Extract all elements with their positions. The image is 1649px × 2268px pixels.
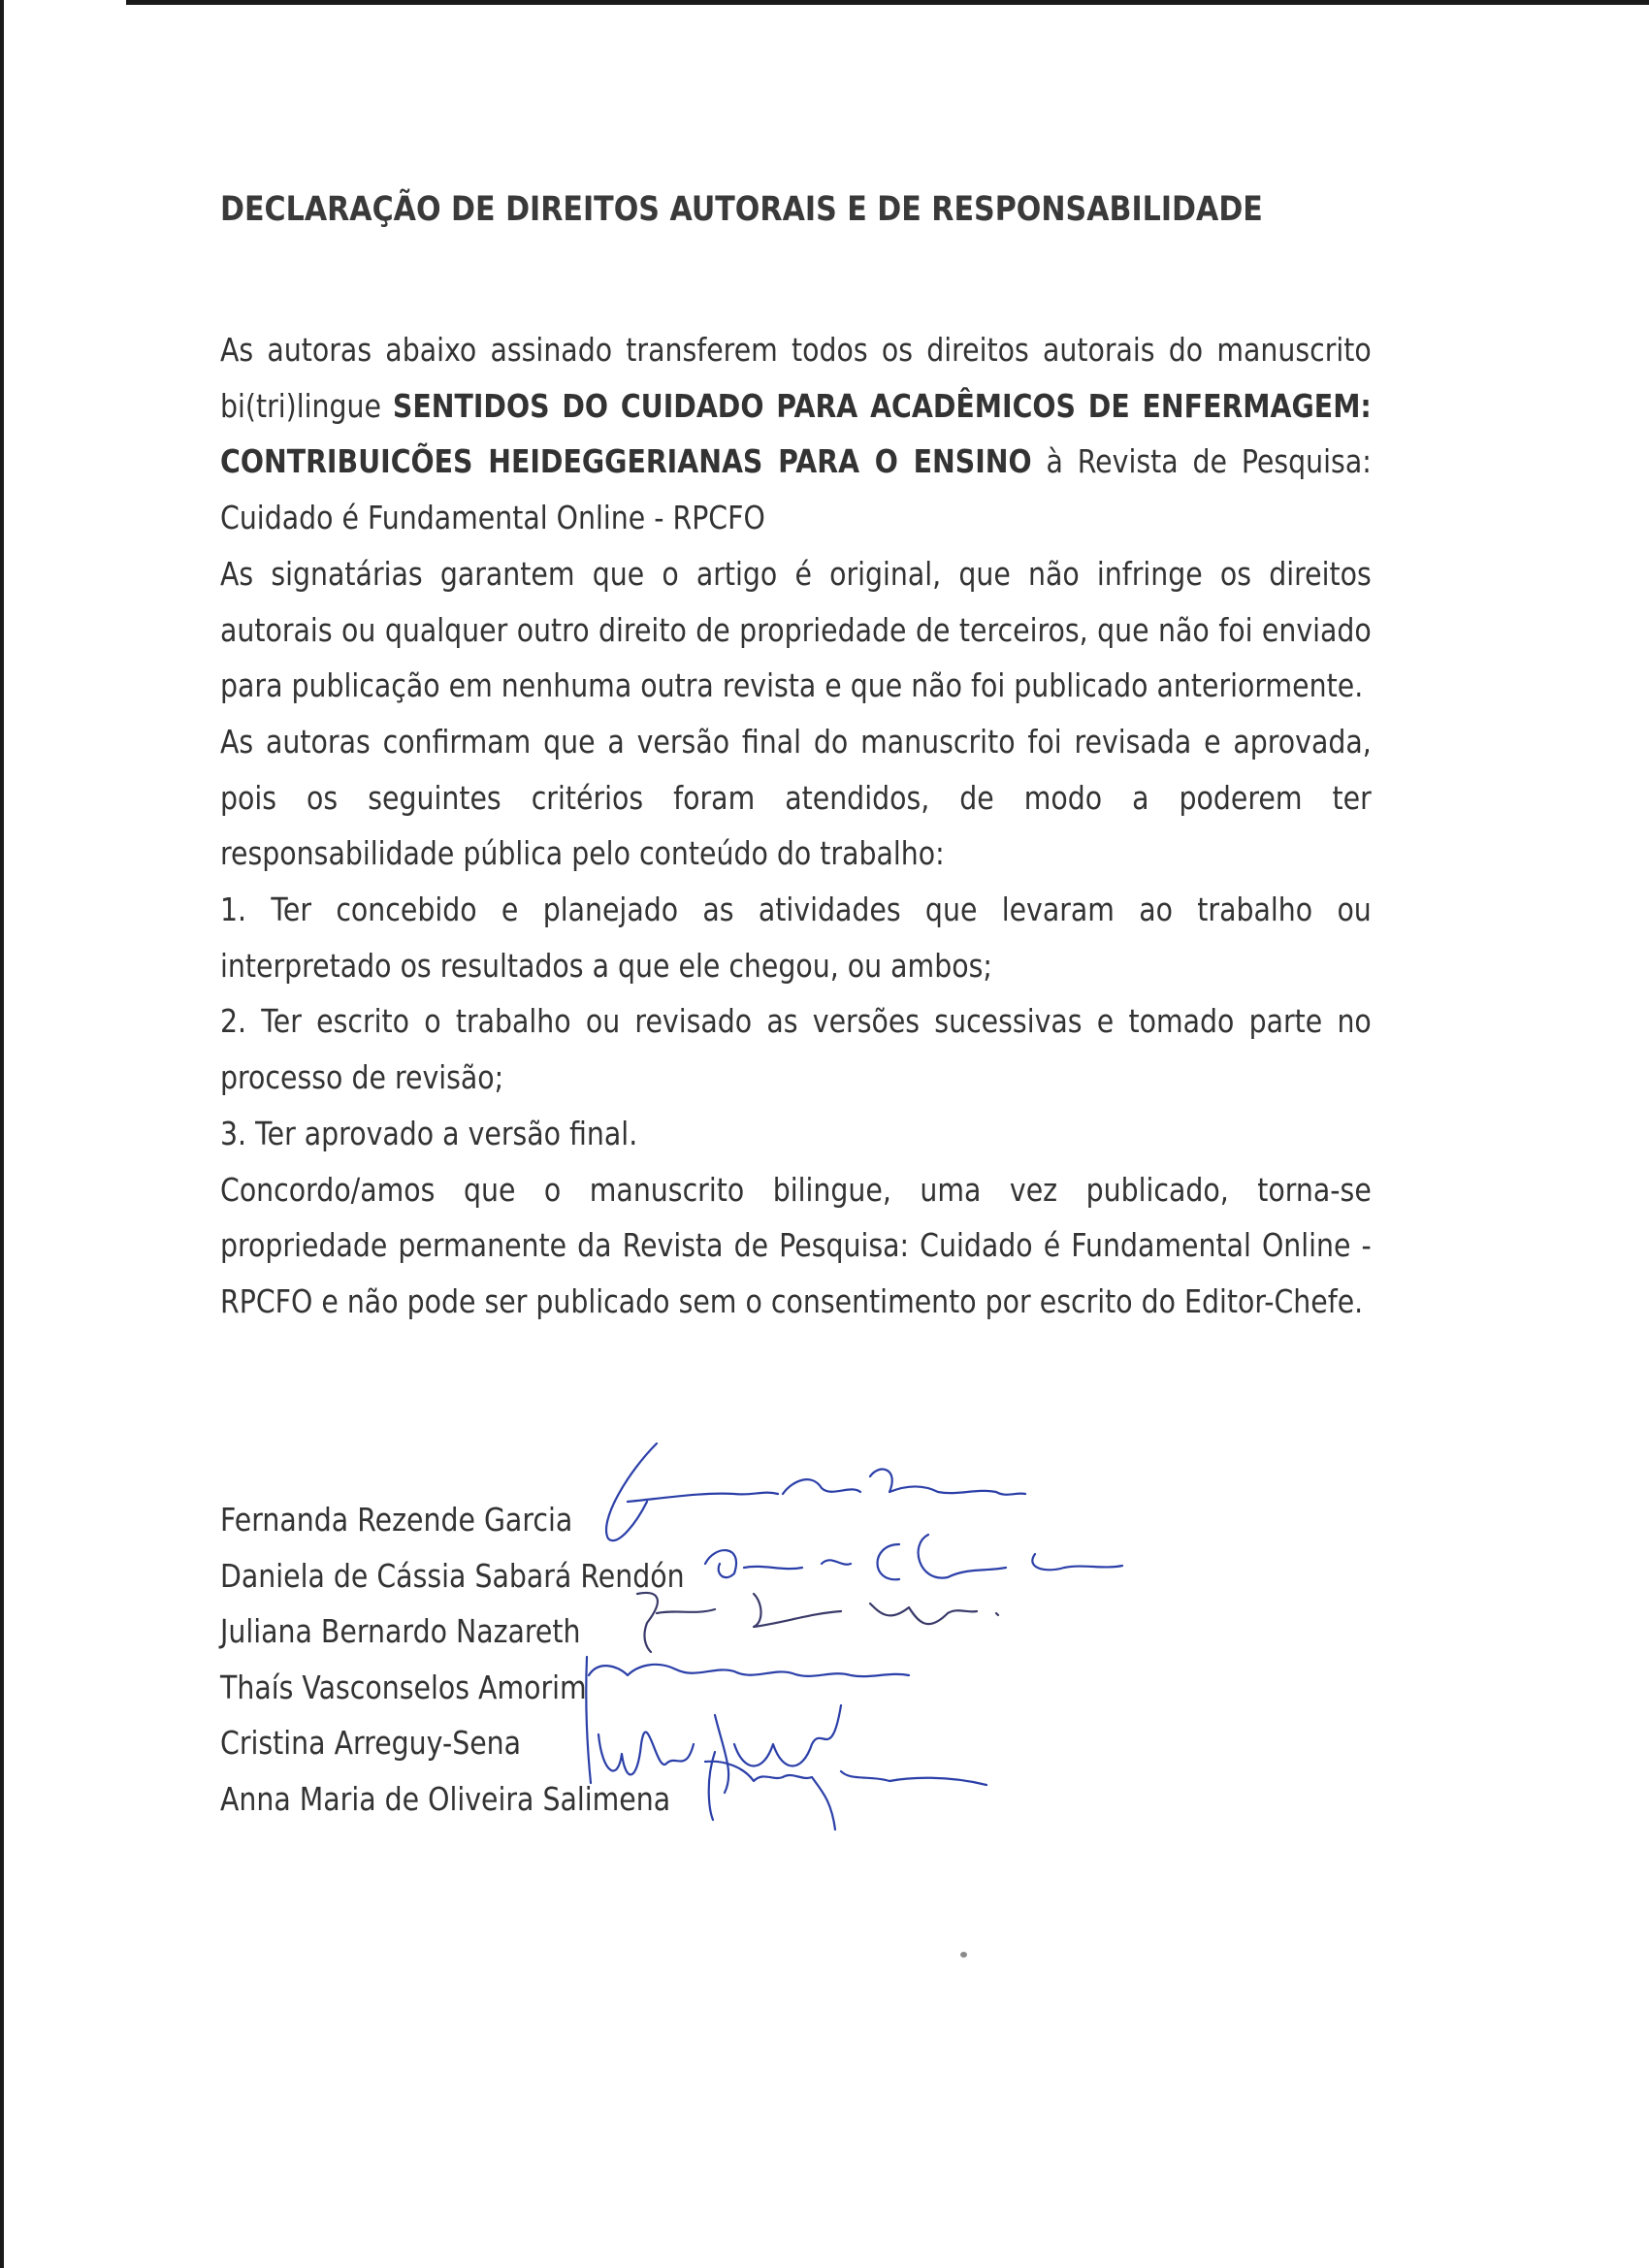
signatory-name: Anna Maria de Oliveira Salimena — [220, 1779, 671, 1818]
signature-block — [220, 1492, 1481, 1827]
handwritten-signature — [695, 1742, 1025, 1859]
scan-border-top — [126, 0, 1649, 5]
paragraph-originality: As signatárias garantem que o artigo é original, que não infringe os direitos autorais ou qualquer outro direito de propriedade de terceiros, que não foi enviado para publicação em nenhuma outra revista e que não foi publicado anteriormente. — [220, 554, 1372, 705]
manuscript-title: SENTIDOS DO CUIDADO PARA ACADÊMICOS DE ENFERMAGEM: CONTRIBUICÕES HEIDEGGERIANAS PARA O ENSINO — [220, 386, 1372, 481]
scan-speck — [960, 1952, 967, 1958]
paragraph-agreement: Concordo/amos que o manuscrito bilingue, uma vez publicado, torna-se propriedade permanente da Revista de Pesquisa: Cuidado é Fundamental Online - RPCFO e não pode ser publicado sem o consentimento por escrito do Editor-Chefe. — [220, 1170, 1372, 1320]
criterion-item: 1. Ter concebido e planejado as atividades que levaram ao trabalho ou interpretado os resultados a que ele chegou, ou ambos; — [220, 891, 1372, 985]
criterion-item: 3. Ter aprovado a versão final. — [220, 1114, 638, 1152]
paragraph-transfer-intro: As autoras abaixo assinado transferem todos os direitos autorais do manuscrito bi(tri)lingue — [220, 331, 1372, 425]
signatory-name: Daniela de Cássia Sabará Rendón — [220, 1556, 685, 1595]
signatory-name: Thaís Vasconselos Amorim — [220, 1668, 587, 1706]
signatory-name: Cristina Arreguy-Sena — [220, 1724, 522, 1762]
paragraph-transfer — [220, 322, 1372, 546]
document-body — [220, 322, 1372, 1330]
scan-border-left — [0, 0, 4, 2268]
signatory-name: Juliana Bernardo Nazareth — [220, 1612, 581, 1650]
criterion-item: 2. Ter escrito o trabalho ou revisado as versões sucessivas e tomado parte no processo de revisão; — [220, 1002, 1372, 1097]
signature-row — [220, 1771, 1481, 1828]
paragraph-transfer-outro: à Revista de Pesquisa: Cuidado é Fundamental Online - RPCFO — [220, 442, 1372, 537]
document-title: DECLARAÇÃO DE DIREITOS AUTORAIS E DE RESPONSABILIDADE — [220, 190, 1263, 229]
signatory-name: Fernanda Rezende Garcia — [220, 1501, 573, 1539]
paragraph-confirmation: As autoras confirmam que a versão final do manuscrito foi revisada e aprovada, pois os seguintes critérios foram atendidos, de modo a poderem ter responsabilidade pública pelo conteúdo do trabalho: — [220, 722, 1372, 873]
